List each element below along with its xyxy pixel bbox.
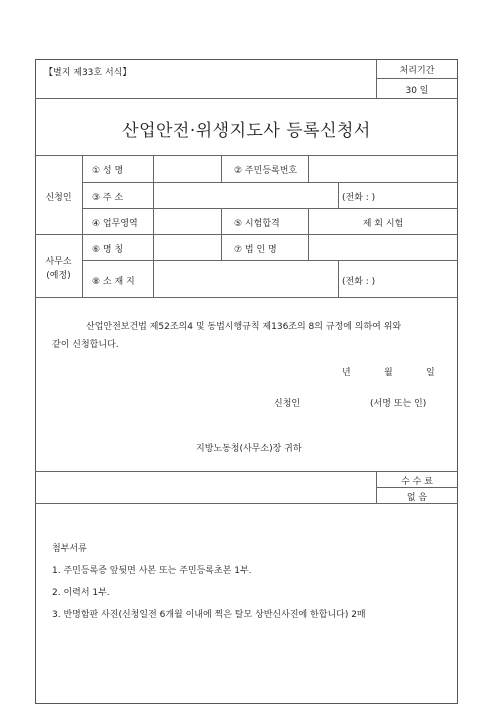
signature-label[interactable]: (서명 또는 인)	[370, 399, 427, 409]
attachment-item-1: 1. 주민등록증 앞뒷면 사본 또는 주민등록초본 1부.	[52, 566, 252, 576]
row-line-3	[35, 234, 458, 235]
row-line-1	[82, 182, 458, 183]
addressee: 지방노동청(사무소)장 귀하	[196, 444, 302, 454]
attachment-item-3: 3. 반명함판 사진(신청일전 6개월 이내에 찍은 탈모 상반신사진에 한합니다) 2매	[52, 610, 366, 620]
location-field[interactable]	[156, 263, 335, 294]
header-bottom-line	[35, 98, 458, 99]
col-divider-row4	[221, 234, 222, 260]
office-name-field[interactable]	[156, 237, 218, 257]
work-area-label: ④ 업무영역	[92, 219, 138, 229]
processing-period-value: 30 일	[405, 86, 429, 96]
address-field[interactable]	[156, 185, 335, 205]
location-label: ⑧ 소 재 지	[92, 277, 135, 287]
fee-mid-line	[376, 487, 458, 488]
resident-no-field[interactable]	[311, 158, 455, 179]
row-line-2	[82, 208, 458, 209]
name-label: ① 성 명	[92, 166, 124, 176]
applicant-section-label: 신청인	[45, 193, 72, 203]
statement-line-1: 산업안전보건법 제52조의4 및 동법시행규칙 제136조의 8의 규정에 의하여 위와	[86, 322, 402, 332]
statement-text	[52, 318, 452, 354]
address-phone[interactable]: (전화 : )	[342, 193, 376, 203]
fee-label: 수 수 료	[401, 477, 433, 487]
table-top-line	[35, 155, 458, 156]
label-value-divider	[153, 155, 154, 297]
corp-name-field[interactable]	[311, 237, 455, 257]
location-phone[interactable]: (전화 : )	[342, 277, 376, 287]
col-divider-row3	[221, 208, 222, 234]
processing-period-label: 처리기간	[399, 66, 435, 76]
fee-top-line	[35, 471, 458, 472]
col-divider-row1	[221, 155, 222, 182]
row-line-4	[82, 260, 458, 261]
fee-bottom-line	[35, 503, 458, 504]
work-area-field[interactable]	[156, 211, 218, 231]
col-divider-row4b	[308, 234, 309, 260]
attachments-heading: 첨부서류	[52, 544, 87, 554]
period-box-midline	[376, 78, 458, 79]
address-label: ③ 주 소	[92, 193, 124, 203]
attachment-item-2: 2. 이력서 1부.	[52, 588, 110, 598]
exam-pass-label: ⑤ 시험합격	[234, 219, 280, 229]
date-month: 월	[384, 368, 393, 378]
name-field[interactable]	[156, 158, 218, 179]
form-number: 【별지 제33호 서식】	[44, 68, 132, 78]
office-section-label-sub: (예정)	[46, 271, 71, 281]
office-section-label: 사무소	[45, 257, 72, 267]
date-day: 일	[426, 368, 435, 378]
phone-divider-row2	[338, 182, 339, 208]
section-divider	[82, 155, 83, 297]
form-title: 산업안전·위생지도사 등록신청서	[122, 121, 371, 141]
table-bottom-line	[35, 297, 458, 298]
date-year: 년	[342, 368, 351, 378]
col-divider-row1b	[308, 155, 309, 182]
exam-pass-value[interactable]: 제 회 시험	[362, 219, 404, 229]
phone-divider-row5	[338, 260, 339, 297]
applicant-sign-label: 신청인	[274, 399, 301, 409]
resident-no-label: ② 주민등록번호	[234, 166, 298, 176]
fee-value: 없 음	[406, 493, 428, 503]
office-name-label: ⑥ 명 칭	[92, 245, 124, 255]
statement-line-2: 같이 신청합니다.	[52, 340, 119, 350]
corp-name-label: ⑦ 법 인 명	[234, 245, 277, 255]
